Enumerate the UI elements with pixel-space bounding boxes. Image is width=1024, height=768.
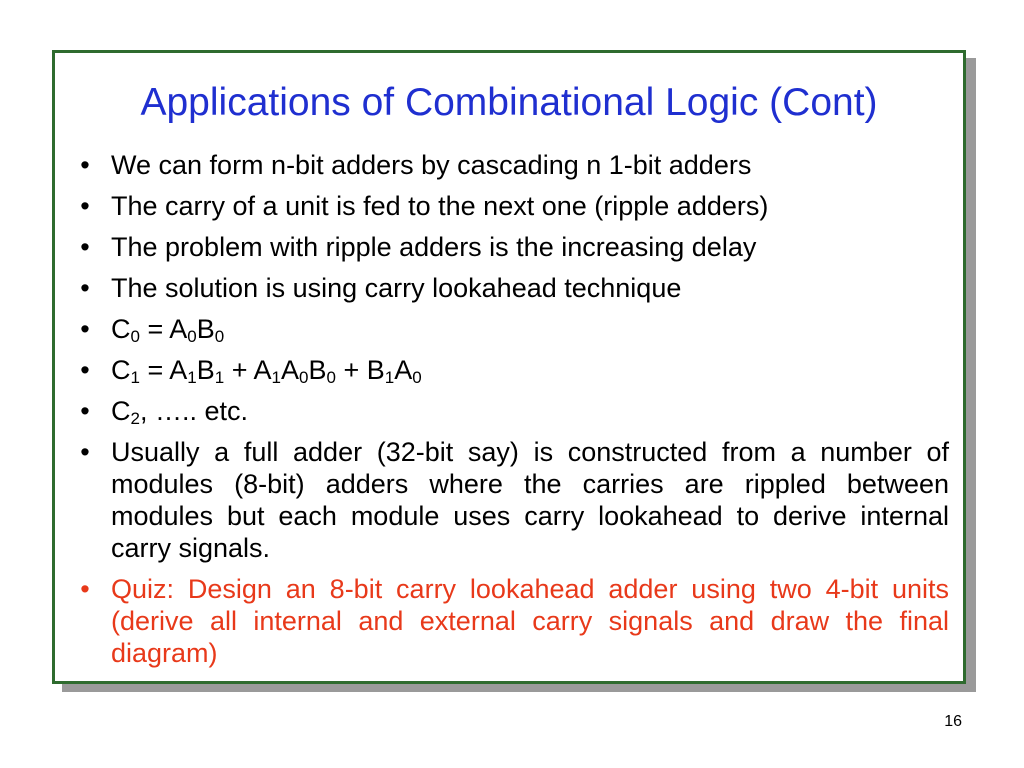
eq-subscript: 1	[187, 368, 197, 387]
bullet-glyph: •	[80, 232, 90, 262]
bullet-glyph: •	[80, 355, 90, 385]
eq-subscript: 2	[130, 409, 140, 428]
eq-symbol: A	[394, 355, 413, 385]
quiz-bullet-item	[73, 573, 949, 669]
eq-rest: , ….. etc.	[139, 396, 248, 426]
eq-subscript: 1	[384, 368, 395, 387]
bullet-item	[73, 231, 949, 263]
bullet-glyph: •	[80, 396, 90, 426]
bullet-glyph: •	[80, 273, 90, 303]
eq-subscript: 1	[130, 368, 140, 387]
bullet-item-equation-c1	[73, 354, 949, 386]
equation-c2	[111, 396, 248, 426]
eq-subscript: 0	[187, 327, 197, 346]
bullet-text: The problem with ripple adders is the increasing delay	[111, 232, 757, 262]
eq-symbol: B	[196, 355, 215, 385]
bullet-item	[73, 190, 949, 222]
eq-symbol: B	[366, 355, 385, 385]
eq-symbol: C	[111, 355, 131, 385]
bullet-item-equation-c2	[73, 395, 949, 427]
eq-symbol: A	[169, 314, 188, 344]
eq-operator: +	[224, 355, 254, 385]
slide-title: Applications of Combinational Logic (Cont)	[140, 81, 878, 124]
eq-symbol: A	[169, 355, 188, 385]
quiz-text: Quiz: Design an 8-bit carry lookahead adder using two 4-bit units (derive all internal and external carry signals and draw the final diagram)	[111, 574, 949, 668]
bullet-glyph: •	[80, 191, 90, 221]
eq-symbol: B	[308, 355, 327, 385]
eq-subscript: 0	[299, 368, 309, 387]
bullet-glyph: •	[80, 574, 90, 604]
page-number: 16	[944, 713, 962, 730]
eq-subscript: 0	[326, 368, 336, 387]
bullet-text: Usually a full adder (32-bit say) is constructed from a number of modules (8-bit) adders where the carries are rippled between modules but each module uses carry lookahead to derive internal carry signals.	[111, 437, 949, 563]
bullet-item	[73, 436, 949, 564]
bullet-glyph: •	[80, 150, 90, 180]
eq-symbol: B	[196, 314, 215, 344]
bullet-item-equation-c0	[73, 313, 949, 345]
eq-operator: +	[335, 355, 367, 385]
eq-subscript: 1	[214, 368, 225, 387]
bullet-text: The carry of a unit is fed to the next one (ripple adders)	[111, 191, 769, 221]
eq-symbol: C	[111, 314, 131, 344]
bullet-glyph: •	[80, 314, 90, 344]
slide-frame	[52, 50, 966, 684]
bullet-text: The solution is using carry lookahead technique	[111, 273, 682, 303]
eq-symbol: C	[111, 396, 131, 426]
bullet-glyph: •	[80, 437, 90, 467]
bullet-item	[73, 149, 949, 181]
eq-subscript: 0	[412, 368, 422, 387]
eq-subscript: 1	[271, 368, 281, 387]
eq-symbol: A	[280, 355, 299, 385]
bullet-text: We can form n-bit adders by cascading n 1-bit adders	[111, 150, 752, 180]
eq-operator: =	[139, 355, 170, 385]
eq-subscript: 0	[214, 327, 225, 346]
eq-subscript: 0	[130, 327, 140, 346]
bullet-list	[73, 149, 949, 678]
eq-operator: =	[139, 314, 170, 344]
equation-c0	[111, 314, 224, 344]
equation-c1	[111, 355, 422, 385]
eq-symbol: A	[253, 355, 272, 385]
bullet-item	[73, 272, 949, 304]
